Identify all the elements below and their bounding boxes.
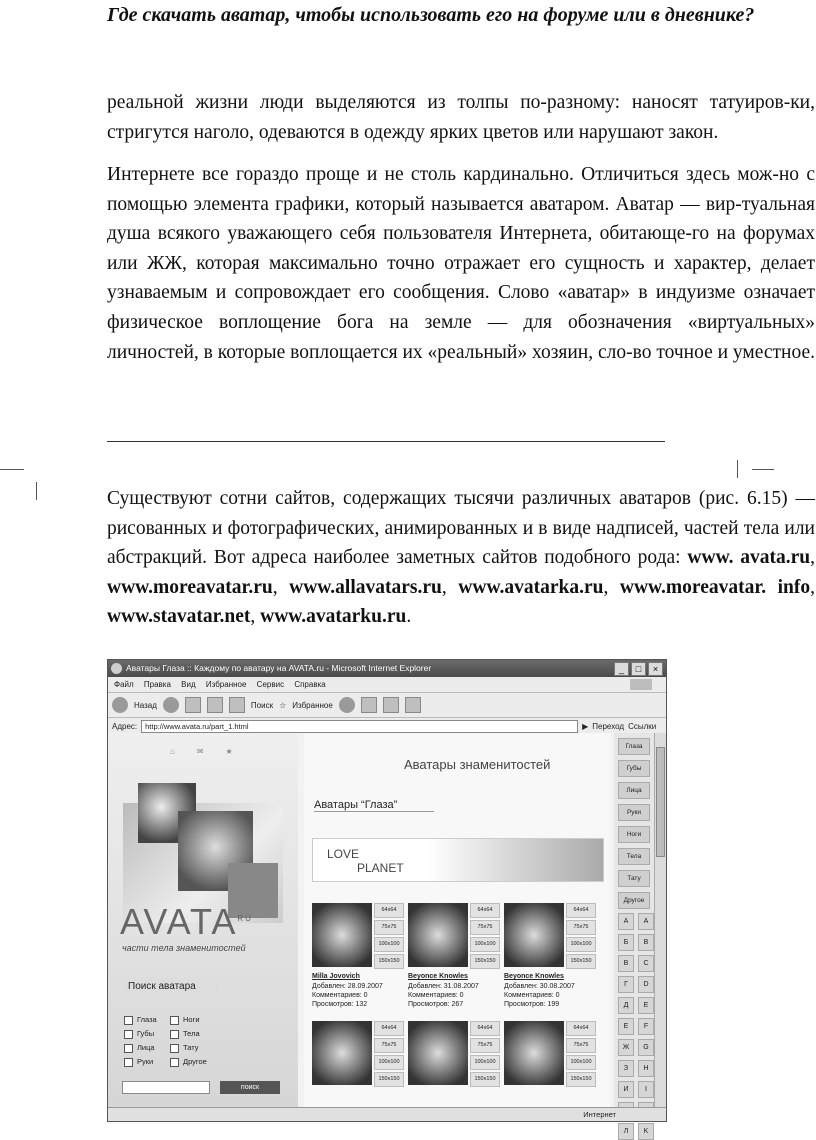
links-button[interactable]: Ссылки: [628, 721, 657, 731]
vertical-scrollbar[interactable]: [654, 733, 666, 1107]
paragraph-3: Существуют сотни сайтов, содержащих тысячи различных аватаров (рис. 6.15) — рисованных и фотографических, анимированных и в виде надписей, частей тела или абстракций. Вот адреса наиболее заметных сайтов подобного рода: www. avata.ru, www.moreavatar.ru, www.allavatars.ru, www.avatarka.ru, www.moreavatar. info, www.stavatar.net, www.avatarku.ru.: [107, 488, 816, 628]
size-button[interactable]: 150x150: [470, 954, 500, 969]
page-heading: Где скачать аватар, чтобы использовать его на форуме или в дневнике?: [107, 4, 755, 26]
crop-mark-left: [0, 469, 24, 470]
size-button[interactable]: 64x64: [470, 903, 500, 918]
menu-view[interactable]: Вид: [181, 680, 196, 689]
stop-icon[interactable]: [185, 697, 201, 713]
nav-item-eyes[interactable]: Глаза: [618, 738, 650, 755]
site-link: www.avatarka.ru: [458, 576, 604, 598]
letter-link[interactable]: И: [618, 1081, 634, 1098]
avatar-image[interactable]: [408, 903, 468, 967]
size-button[interactable]: 150x150: [374, 1072, 404, 1087]
search-checkboxes: [124, 1013, 216, 1069]
history-icon[interactable]: [339, 697, 355, 713]
site-link: www.allavatars.ru: [289, 576, 442, 598]
letter-link[interactable]: В: [618, 955, 634, 972]
mail-icon[interactable]: [361, 697, 377, 713]
views-count: Просмотров: 267: [408, 1001, 464, 1008]
size-button[interactable]: 75x75: [470, 920, 500, 935]
checkbox[interactable]: Глаза: [124, 1013, 170, 1027]
size-button[interactable]: 150x150: [470, 1072, 500, 1087]
search-title: Поиск аватара: [124, 977, 218, 997]
print-icon[interactable]: [383, 697, 399, 713]
search-submit-button[interactable]: поиск: [220, 1081, 280, 1094]
toolbar: [108, 693, 666, 718]
star-icon[interactable]: ☆: [279, 700, 287, 710]
avatar-image[interactable]: [504, 903, 564, 967]
bookmark-icon[interactable]: ★: [225, 747, 233, 756]
size-button[interactable]: 75x75: [566, 920, 596, 935]
site-logo[interactable]: $AVATA^{RU}$: [120, 901, 253, 942]
letter-link[interactable]: Л: [618, 1123, 634, 1140]
size-button[interactable]: 100x100: [470, 1055, 500, 1070]
added-date: Добавлен: 31.08.2007: [408, 983, 479, 990]
size-button[interactable]: 100x100: [566, 937, 596, 952]
nav-item-legs[interactable]: Ноги: [618, 826, 650, 843]
letter-link[interactable]: A: [638, 913, 654, 930]
site-link: www.stavatar.net: [107, 606, 251, 628]
menu-edit[interactable]: Правка: [143, 680, 171, 689]
comments-count: Комментариев: 0: [312, 992, 368, 999]
size-button[interactable]: 150x150: [374, 954, 404, 969]
nav-item-other[interactable]: Другое: [618, 892, 650, 909]
crop-mark-right-vertical: [737, 460, 738, 478]
windows-flag-icon: [630, 679, 652, 690]
celeb-title: Аватары знаменитостей: [404, 757, 551, 772]
letter-link[interactable]: B: [638, 934, 654, 951]
menu-favorites[interactable]: Избранное: [205, 680, 247, 689]
size-button[interactable]: 75x75: [374, 1038, 404, 1053]
loveplanet-banner[interactable]: LOVE PLANET: [312, 838, 604, 882]
crop-mark-left-vertical: [36, 482, 37, 500]
size-button[interactable]: 64x64: [374, 903, 404, 918]
added-date: Добавлен: 28.09.2007: [312, 983, 383, 990]
letter-link[interactable]: Е: [618, 1018, 634, 1035]
checkbox[interactable]: Ноги: [170, 1013, 216, 1027]
celeb-name-link[interactable]: Milla Jovovich: [312, 973, 360, 980]
paragraph-1: реальной жизни люди выделяются из толпы по-разному: наносят татуиров-ки, стригутся наголо, одеваются в одежду ярких цветов или нарушают закон.: [107, 92, 815, 143]
menu-file[interactable]: Файл: [114, 680, 134, 689]
site-link: www.moreavatar.ru: [107, 576, 273, 598]
size-button[interactable]: 75x75: [566, 1038, 596, 1053]
edit-icon[interactable]: [405, 697, 421, 713]
size-button[interactable]: 150x150: [566, 1072, 596, 1087]
site-tagline: части тела знаменитостей: [122, 943, 246, 953]
ie-icon: [111, 663, 122, 674]
avatar-image[interactable]: [504, 1021, 564, 1085]
letter-link[interactable]: З: [618, 1060, 634, 1077]
address-input[interactable]: http://www.avata.ru/part_1.html: [141, 720, 578, 733]
checkbox[interactable]: Тату: [170, 1041, 216, 1055]
browser-screenshot: [107, 659, 667, 1135]
back-button[interactable]: Назад: [134, 700, 157, 710]
letter-link[interactable]: C: [638, 955, 654, 972]
scrollbar-thumb[interactable]: [656, 747, 665, 857]
mail-icon[interactable]: ✉: [196, 747, 204, 756]
minimize-icon[interactable]: _: [614, 662, 629, 676]
size-button[interactable]: 64x64: [374, 1021, 404, 1036]
forward-icon[interactable]: [163, 697, 179, 713]
window-titlebar: [108, 660, 666, 677]
size-button[interactable]: 100x100: [374, 937, 404, 952]
celeb-name-link[interactable]: Beyonce Knowles: [504, 973, 564, 980]
nav-item-bodies[interactable]: Тела: [618, 848, 650, 865]
size-button[interactable]: 100x100: [470, 937, 500, 952]
site-left-panel: [108, 733, 298, 1107]
views-count: Просмотров: 132: [312, 1001, 368, 1008]
footnote-rule: [107, 441, 665, 442]
size-button[interactable]: 64x64: [566, 903, 596, 918]
menu-help[interactable]: Справка: [294, 680, 326, 689]
go-icon[interactable]: ▶: [582, 721, 589, 731]
letter-link[interactable]: I: [638, 1081, 654, 1098]
size-button[interactable]: 100x100: [374, 1055, 404, 1070]
letter-link[interactable]: D: [638, 976, 654, 993]
zone-status: Интернет: [583, 1110, 616, 1119]
crop-mark-right: [752, 469, 774, 470]
size-button[interactable]: 150x150: [566, 954, 596, 969]
checkbox[interactable]: Руки: [124, 1055, 170, 1069]
maximize-icon[interactable]: □: [631, 662, 646, 676]
checkbox[interactable]: Другое: [170, 1055, 216, 1069]
size-button[interactable]: 100x100: [566, 1055, 596, 1070]
search-button[interactable]: Поиск: [250, 700, 274, 710]
celeb-name-link[interactable]: Beyonce Knowles: [408, 973, 468, 980]
comments-count: Комментариев: 0: [408, 992, 464, 999]
menu-bar: [108, 677, 666, 693]
paragraph-2: Интернете все гораздо проще и не столь кардинально. Отличиться здесь мож-но с помощью элемента графики, который называется аватаром. Аватар — вир-туальная душа всякого уважающего себя пользователя Интернета, обитающе-го на форумах или ЖЖ, которая максимально точно отражает его сущность и характер, делает узнаваемым и сопровождает его сообщения. Слово «аватар» в индуизме означает физическое воплощение бога на земле — для обозначения «виртуальных» личностей, в которые воплощается их «реальный» хозяин, сло-во точное и уместное.: [107, 164, 816, 363]
menu-tools[interactable]: Сервис: [256, 680, 285, 689]
home-icon[interactable]: ⌂: [170, 747, 175, 756]
nav-item-hands[interactable]: Руки: [618, 804, 650, 821]
checkbox[interactable]: Лица: [124, 1041, 170, 1055]
comments-count: Комментариев: 0: [504, 992, 560, 999]
site-main-panel: [304, 733, 610, 1107]
alphabet-index: [618, 913, 654, 1140]
close-icon[interactable]: ×: [648, 662, 663, 676]
site-link: www.moreavatar. info: [619, 576, 811, 598]
checkbox[interactable]: Губы: [124, 1027, 170, 1041]
nav-item-lips[interactable]: Губы: [618, 760, 650, 777]
nav-item-tattoo[interactable]: Тату: [618, 870, 650, 887]
address-label: Адрес:: [112, 721, 138, 731]
avatar-image[interactable]: [312, 1021, 372, 1085]
favorites-button[interactable]: Избранное: [292, 700, 333, 710]
size-button[interactable]: 75x75: [374, 920, 404, 935]
status-bar: [108, 1107, 666, 1121]
go-button[interactable]: Переход: [592, 721, 625, 731]
category-nav: [614, 733, 654, 1135]
letter-link[interactable]: Г: [618, 976, 634, 993]
letter-link[interactable]: F: [638, 1018, 654, 1035]
views-count: Просмотров: 199: [504, 1001, 560, 1008]
search-input[interactable]: [122, 1081, 210, 1094]
avatar-image[interactable]: [408, 1021, 468, 1085]
nav-item-faces[interactable]: Лица: [618, 782, 650, 799]
size-button[interactable]: 64x64: [566, 1021, 596, 1036]
site-link: www. avata.ru: [687, 547, 811, 569]
size-button[interactable]: 64x64: [470, 1021, 500, 1036]
site-top-icons: [170, 747, 233, 756]
letter-link[interactable]: G: [638, 1039, 654, 1056]
letter-link[interactable]: E: [638, 997, 654, 1014]
letter-link[interactable]: Ж: [618, 1039, 634, 1056]
letter-link[interactable]: Б: [618, 934, 634, 951]
size-button[interactable]: 75x75: [470, 1038, 500, 1053]
back-icon[interactable]: [112, 697, 128, 713]
letter-link[interactable]: Д: [618, 997, 634, 1014]
refresh-icon[interactable]: [207, 697, 223, 713]
section-title: Аватары “Глаза”: [314, 799, 434, 812]
letter-link[interactable]: H: [638, 1060, 654, 1077]
site-link: www.avatarku.ru: [260, 606, 407, 628]
avatar-image[interactable]: [312, 903, 372, 967]
window-title: Аватары Глаза :: Каждому по аватару на AVATA.ru - Microsoft Internet Explorer: [126, 663, 432, 673]
letter-link[interactable]: A: [618, 913, 634, 930]
paragraph-3-intro: Существуют сотни сайтов, содержащих тысячи различных аватаров (рис. 6.15) — рисованных и фотографических, анимированных и в виде надписей, частей тела или абстракций. Вот адреса наиболее заметных сайтов подобного рода:: [107, 488, 815, 569]
checkbox[interactable]: Тела: [170, 1027, 216, 1041]
home-icon[interactable]: [229, 697, 245, 713]
added-date: Добавлен: 30.08.2007: [504, 983, 575, 990]
letter-link[interactable]: K: [638, 1123, 654, 1140]
